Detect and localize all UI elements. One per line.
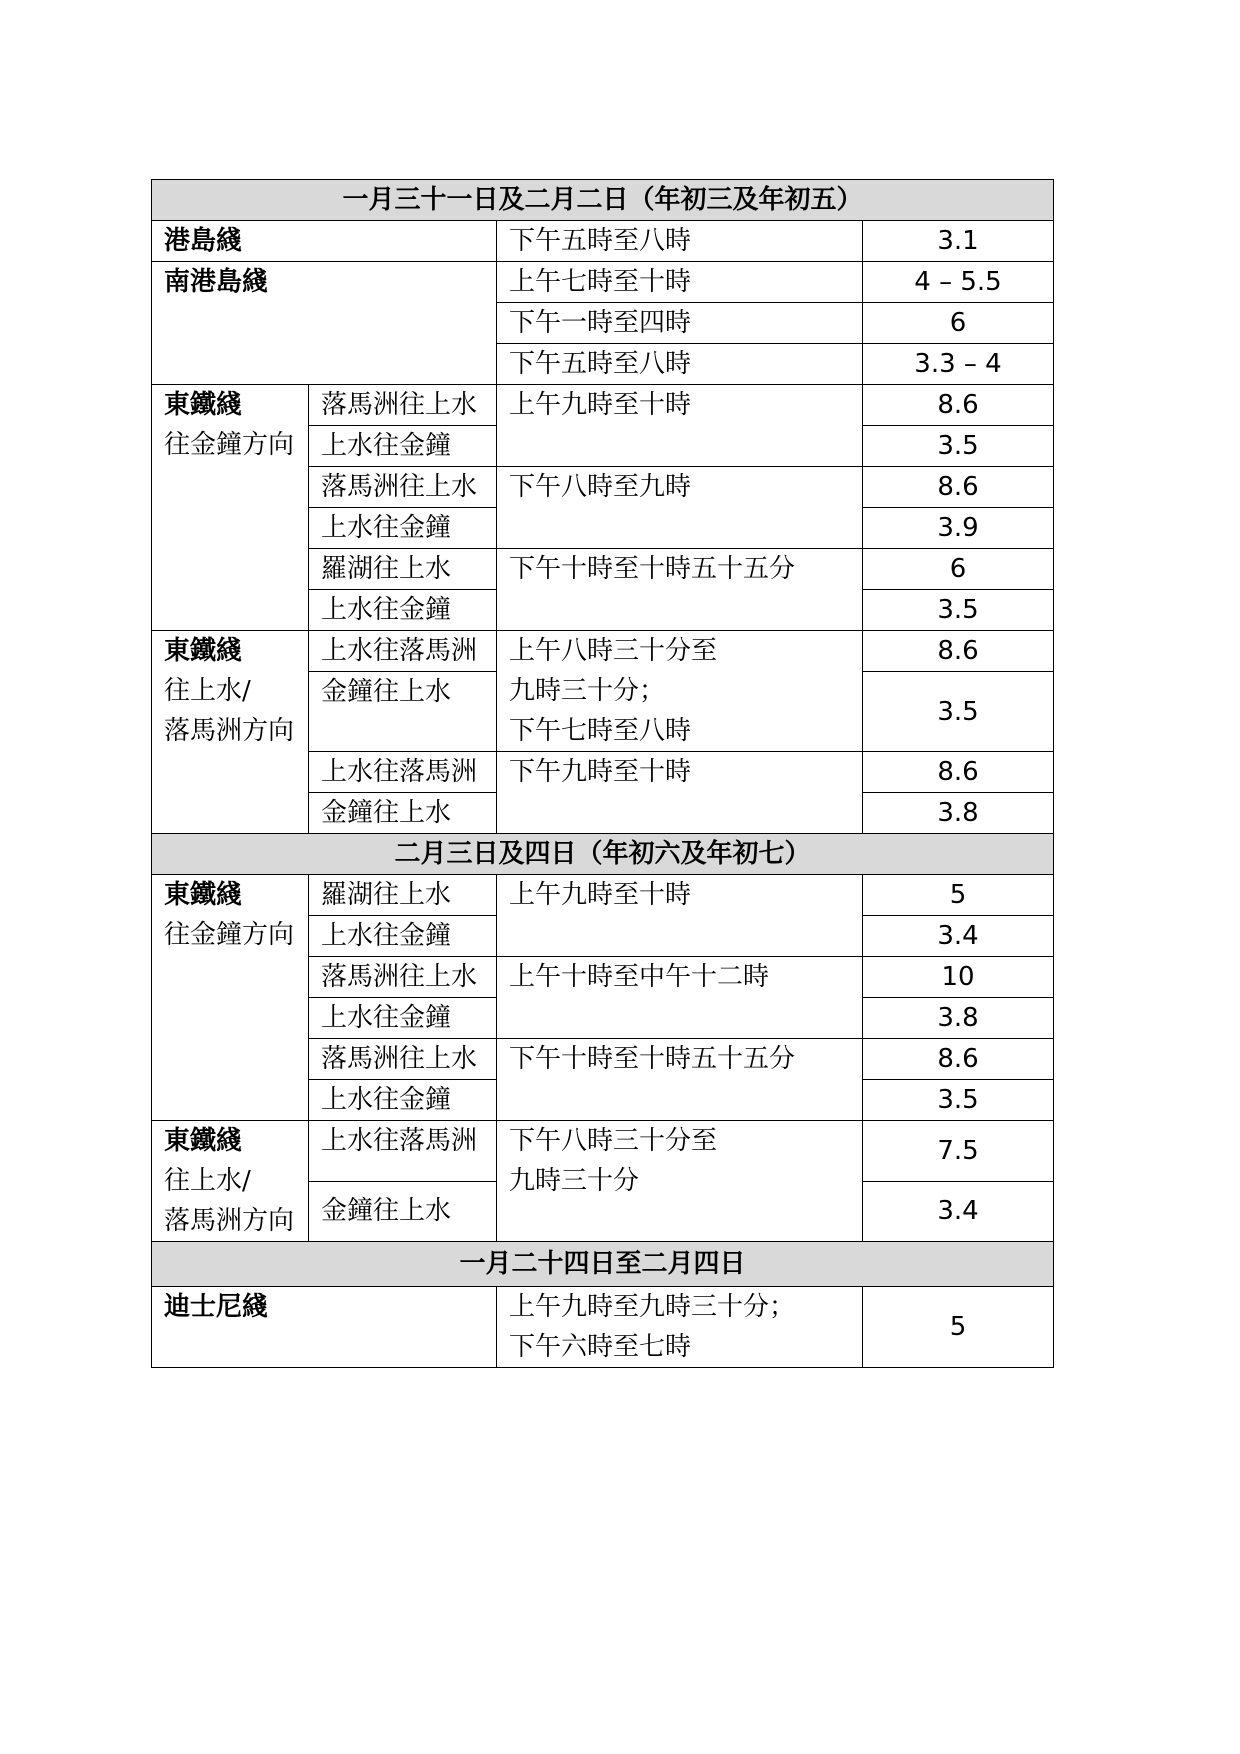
time-line: 下午七時至八時 [509, 716, 692, 746]
route-cell: 金鐘往上水 [309, 672, 497, 752]
route-cell: 上水往金鐘 [309, 1080, 497, 1121]
line-east-rail-to-admiralty [152, 385, 309, 631]
time-cell: 上午九時至十時 [497, 385, 863, 467]
line-direction: 落馬洲方向 [164, 1206, 295, 1236]
route-cell: 上水往金鐘 [309, 426, 497, 467]
line-direction: 落馬洲方向 [164, 716, 295, 746]
time-cell: 上午十時至中午十二時 [497, 957, 863, 1039]
value-cell: 10 [863, 957, 1054, 998]
time-cell [497, 1121, 863, 1242]
value-cell: 8.6 [863, 1039, 1054, 1080]
time-cell: 下午九時至十時 [497, 752, 863, 834]
line-direction: 往上水/ [164, 676, 251, 706]
time-cell: 下午八時至九時 [497, 467, 863, 549]
time-cell: 下午一時至四時 [497, 303, 863, 344]
time-cell: 下午五時至八時 [497, 221, 863, 262]
line-name: 東鐵綫 [164, 636, 243, 666]
route-cell: 上水往落馬洲 [309, 752, 497, 793]
time-line: 上午九時至九時三十分； [509, 1292, 796, 1322]
route-cell: 羅湖往上水 [309, 549, 497, 590]
value-cell: 3.3 – 4 [863, 344, 1054, 385]
line-south-island: 南港島綫 [152, 262, 497, 385]
value-cell: 6 [863, 303, 1054, 344]
section-header-1: 一月三十一日及二月二日（年初三及年初五） [152, 180, 1054, 221]
time-line: 下午六時至七時 [509, 1332, 692, 1362]
route-cell: 落馬洲往上水 [309, 385, 497, 426]
value-cell: 8.6 [863, 631, 1054, 672]
line-direction: 往上水/ [164, 1166, 251, 1196]
time-cell: 上午九時至十時 [497, 875, 863, 957]
line-direction: 往金鐘方向 [164, 920, 295, 950]
time-line: 九時三十分 [509, 1166, 640, 1196]
route-cell: 落馬洲往上水 [309, 467, 497, 508]
value-cell: 3.9 [863, 508, 1054, 549]
route-cell: 上水往落馬洲 [309, 631, 497, 672]
value-cell: 3.4 [863, 916, 1054, 957]
line-direction: 往金鐘方向 [164, 430, 295, 460]
line-name: 東鐵綫 [164, 880, 243, 910]
value-cell: 8.6 [863, 385, 1054, 426]
time-line: 上午八時三十分至 [509, 636, 718, 666]
time-line: 下午八時三十分至 [509, 1126, 718, 1156]
value-cell: 3.8 [863, 998, 1054, 1039]
value-cell: 3.5 [863, 590, 1054, 631]
value-cell: 6 [863, 549, 1054, 590]
route-cell: 上水往金鐘 [309, 916, 497, 957]
value-cell: 3.5 [863, 1080, 1054, 1121]
value-cell: 5 [863, 1287, 1054, 1368]
route-cell: 金鐘往上水 [309, 793, 497, 834]
route-cell: 上水往金鐘 [309, 508, 497, 549]
route-cell: 落馬洲往上水 [309, 1039, 497, 1080]
time-cell [497, 631, 863, 752]
time-cell: 下午五時至八時 [497, 344, 863, 385]
line-east-rail-to-sheung-shui [152, 1121, 309, 1242]
line-name: 東鐵綫 [164, 1126, 243, 1156]
value-cell: 3.5 [863, 426, 1054, 467]
value-cell: 3.4 [863, 1181, 1054, 1242]
value-cell: 5 [863, 875, 1054, 916]
line-east-rail-to-admiralty [152, 875, 309, 1121]
route-cell: 上水往金鐘 [309, 590, 497, 631]
line-island: 港島綫 [152, 221, 497, 262]
time-cell: 下午十時至十時五十五分 [497, 1039, 863, 1121]
value-cell: 3.1 [863, 221, 1054, 262]
route-cell: 上水往金鐘 [309, 998, 497, 1039]
section-header-3: 一月二十四日至二月四日 [152, 1242, 1054, 1287]
route-cell: 金鐘往上水 [309, 1181, 497, 1242]
route-cell: 羅湖往上水 [309, 875, 497, 916]
section-header-2: 二月三日及四日（年初六及年初七） [152, 834, 1054, 875]
line-east-rail-to-sheung-shui [152, 631, 309, 834]
time-line: 九時三十分； [509, 676, 666, 706]
time-cell: 下午十時至十時五十五分 [497, 549, 863, 631]
value-cell: 8.6 [863, 752, 1054, 793]
value-cell: 8.6 [863, 467, 1054, 508]
value-cell: 3.8 [863, 793, 1054, 834]
value-cell: 4 – 5.5 [863, 262, 1054, 303]
schedule-table [151, 179, 1054, 1368]
route-cell: 落馬洲往上水 [309, 957, 497, 998]
line-disney: 迪士尼綫 [152, 1287, 497, 1368]
route-cell: 上水往落馬洲 [309, 1121, 497, 1182]
value-cell: 3.5 [863, 672, 1054, 752]
time-cell: 上午七時至十時 [497, 262, 863, 303]
line-name: 東鐵綫 [164, 390, 243, 420]
value-cell: 7.5 [863, 1121, 1054, 1182]
time-cell [497, 1287, 863, 1368]
